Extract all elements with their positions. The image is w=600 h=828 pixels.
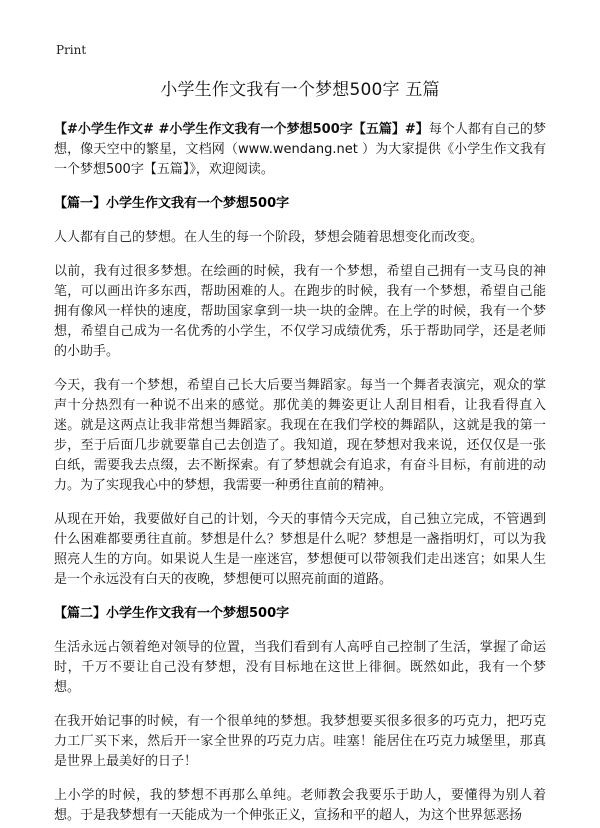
section-1-paragraph-3: 今天，我有一个梦想，希望自己长大后要当舞蹈家。每当一个舞者表演完，观众的掌声十分热烈有一种说不出来的感觉。那优美的舞姿更让人刮目相看，让我看得直入迷。就是这两点让我非常想当舞蹈家。我现在在我们学校的舞蹈队，这就是我的第一步，至于后面几步就要靠自己去创造了。我知道，现在梦想对我来说，还仅仅是一张白纸，需要我去点缀，去不断探索。有了梦想就会有追求，有奋斗目标，有前进的动力。为了实现我心中的梦想，我需要一种勇往直前的精神。 <box>54 378 546 493</box>
section-2-paragraph-1: 生活永远占领着绝对领导的位置，当我们看到有人高呼自己控制了生活，掌握了命运时，千万不要让自己没有梦想，没有目标地在这世上徘徊。既然如此，我有一个梦想。 <box>54 640 546 695</box>
section-1-paragraph-4: 从现在开始，我要做好自己的计划，今天的事情今天完成，自己独立完成，不管遇到什么困难都要勇往直前。梦想是什么？梦想是什么呢？梦想是一盏指明灯，可以为我照亮人生的方向。如果说人生是一座迷宫，梦想便可以带领我们走出迷宫；如果人生是一个永远没有白天的夜晚，梦想便可以照亮前面的道路。 <box>54 512 546 587</box>
section-heading-2: 【篇二】小学生作文我有一个梦想500字 <box>54 606 290 621</box>
section-2-paragraph-2: 在我开始记事的时候，有一个很单纯的梦想。我梦想要买很多很多的巧克力，把巧克力工厂买下来，然后开一家全世界的巧克力店。哇塞！能居住在巧克力城堡里，那真是世界上最美好的日子！ <box>54 714 546 769</box>
print-label: Print <box>56 43 87 57</box>
intro-paragraph <box>54 120 546 180</box>
intro-text: 每个人都有自己的梦想，像天空中的繁星，文档网（www.wendang.net ）为大家提供《小学生作文我有一个梦想500字【五篇】》，欢迎阅读。 <box>54 122 546 177</box>
section-1-paragraph-1: 人人都有自己的梦想。在人生的每一个阶段，梦想会随着思想变化而改变。 <box>54 230 484 245</box>
section-1-paragraph-2: 以前，我有过很多梦想。在绘画的时候，我有一个梦想，希望自己拥有一支马良的神笔，可以画出许多东西，帮助困难的人。在跑步的时候，我有一个梦想，希望自己能拥有像风一样快的速度，帮助国家拿到一块一块的金牌。在上学的时候，我有一个梦想，希望自己成为一名优秀的小学生，不仅学习成绩优秀，乐于帮助同学，还是老师的小助手。 <box>54 264 546 359</box>
section-2-paragraph-3: 上小学的时候，我的梦想不再那么单纯。老师教会我要乐于助人，要懂得为别人着想。于是我梦想有一天能成为一个伸张正义，宣扬和平的超人，为这个世界惩恶扬 <box>54 788 546 823</box>
section-heading-1: 【篇一】小学生作文我有一个梦想500字 <box>54 196 290 211</box>
document-title: 小学生作文我有一个梦想500字 五篇 <box>160 80 440 100</box>
intro-lead: 【#小学生作文# #小学生作文我有一个梦想500字【五篇】#】 <box>54 122 429 137</box>
